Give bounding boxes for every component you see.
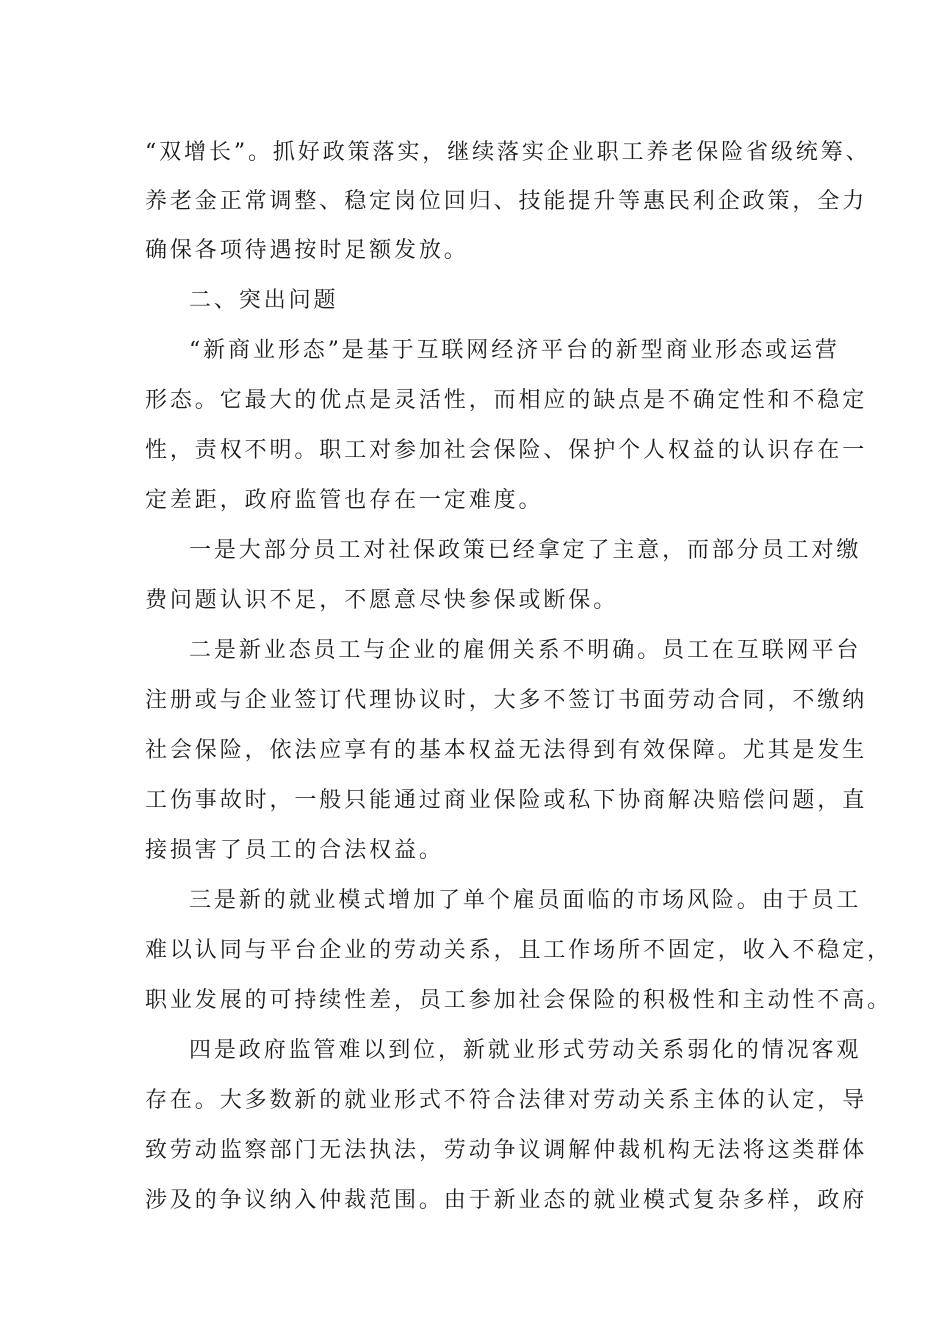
paragraph-line: 定差距，政府监管也存在一定难度。 [145, 488, 544, 513]
paragraph-line: 二是新业态员工与企业的雇佣关系不明确。员工在互联网平台 [189, 638, 862, 663]
paragraph-line: 一是大部分员工对社保政策已经拿定了主意，而部分员工对缴 [189, 538, 862, 563]
paragraph-line: 难以认同与平台企业的劳动关系，且工作场所不固定，收入不稳定， [145, 938, 893, 963]
paragraph-line: 养老金正常调整、稳定岗位回归、技能提升等惠民利企政策，全力 [145, 189, 868, 214]
paragraph-line: 涉及的争议纳入仲裁范围。由于新业态的就业模式复杂多样，政府 [145, 1188, 868, 1213]
paragraph-line: 社会保险，依法应享有的基本权益无法得到有效保障。尤其是发生 [145, 738, 868, 763]
paragraph-line: 注册或与企业签订代理协议时，大多不签订书面劳动合同，不缴纳 [145, 688, 868, 713]
paragraph-line: 形态。它最大的优点是灵活性，而相应的缺点是不确定性和不稳定 [145, 388, 868, 413]
paragraph-line: 存在。大多数新的就业形式不符合法律对劳动关系主体的认定，导 [145, 1088, 868, 1113]
section-heading: 二、突出问题 [189, 288, 339, 313]
paragraph-line: 确保各项待遇按时足额发放。 [145, 238, 469, 263]
paragraph-line: 性，责权不明。职工对参加社会保险、保护个人权益的认识存在一 [145, 438, 868, 463]
paragraph-line: 费问题认识不足，不愿意尽快参保或断保。 [145, 588, 619, 613]
paragraph-line: 工伤事故时，一般只能通过商业保险或私下协商解决赔偿问题，直 [145, 788, 868, 813]
paragraph-line: 三是新的就业模式增加了单个雇员面临的市场风险。由于员工 [189, 888, 862, 913]
paragraph-line: 四是政府监管难以到位，新就业形式劳动关系弱化的情况客观 [189, 1038, 862, 1063]
paragraph-line: “双增长”。抓好政策落实，继续落实企业职工养老保险省级统筹、 [145, 140, 871, 165]
paragraph-line: 职业发展的可持续性差，员工参加社会保险的积极性和主动性不高。 [145, 988, 893, 1013]
paragraph-line: “新商业形态”是基于互联网经济平台的新型商业形态或运营 [189, 338, 840, 363]
paragraph-line: 致劳动监察部门无法执法，劳动争议调解仲裁机构无法将这类群体 [145, 1138, 868, 1163]
paragraph-line: 接损害了员工的合法权益。 [145, 838, 444, 863]
